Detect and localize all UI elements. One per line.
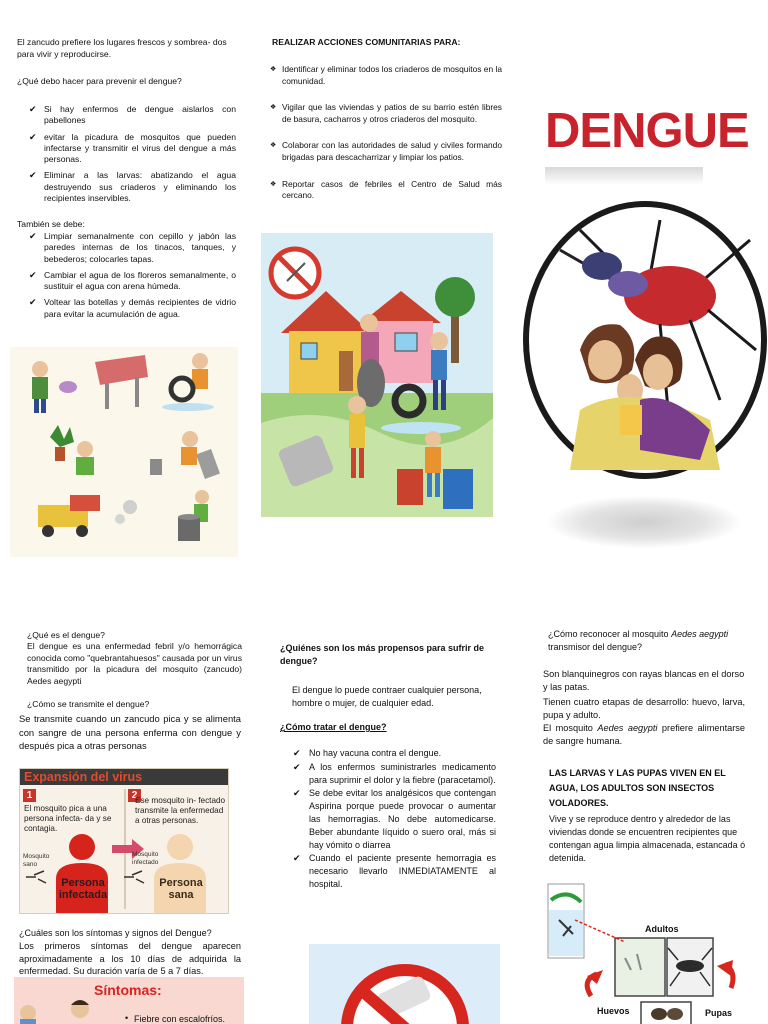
symptoms-title: Síntomas: xyxy=(94,982,162,998)
mosquito-healthy-label: Mosquito sano xyxy=(23,853,50,868)
habitat-text: Vive y se reproduce dentro y alrededor de las viviendas donde se encuentren recipientes que contengan agua limpia almacenada, estancada ó detenida. xyxy=(549,814,746,863)
adults-label: Adultos xyxy=(645,924,679,934)
cleaning-illustration xyxy=(10,347,238,557)
species-name: Aedes aegypti xyxy=(671,629,729,639)
infographic-title-bar xyxy=(20,769,228,785)
community-heading: REALIZAR ACCIONES COMUNITARIAS PARA: xyxy=(272,37,461,47)
community-cleanup-illustration xyxy=(261,233,493,517)
infographic-title: Expansión del virus xyxy=(24,770,143,784)
step1-number: 1 xyxy=(23,789,36,802)
list-item: ✔ evitar la picadura de mosquitos que pueden infectarse y transmitir el virus del dengue a más personas. xyxy=(27,132,236,166)
symptoms-people-icon xyxy=(14,995,104,1024)
healthy-person-label: Persona sana xyxy=(159,877,203,901)
list-item: ❖ Identificar y eliminar todos los criaderos de mosquitos en la comunidad. xyxy=(270,64,502,87)
transmission-answer: Se transmite cuando un zancudo pica y se alimenta con sangre de una persona enferma con dengue y después pica a otras personas xyxy=(19,713,241,752)
title-shadow xyxy=(545,167,703,185)
list-item: ✔ A los enfermos suministrarles medicamento para suprimir el dolor y la fiebre (paracetamol). xyxy=(293,761,496,787)
who-answer: El dengue lo puede contraer cualquier persona, hombre o mujer, de cualquier edad. xyxy=(292,685,482,708)
panel1-intro: El zancudo prefiere los lugares frescos y sombrea- dos para vivir y reproducirse. xyxy=(17,37,227,59)
bullet-icon: • xyxy=(125,1013,129,1023)
list-item: ❖ Reportar casos de febriles el Centro de Salud más cercano. xyxy=(270,179,502,202)
list-item: ✔ Eliminar a las larvas: abatizando el agua destruyendo sus criaderos y eliminando los recipientes inservibles. xyxy=(27,170,236,204)
panel1-question: ¿Qué debo hacer para prevenir el dengue? xyxy=(17,76,182,86)
list-item: ❖ Colaborar con las autoridades de salud y civiles formando brigadas para descacharrizar y limpiar los patios. xyxy=(270,140,502,163)
list-item: ✔ No hay vacuna contra el dengue. xyxy=(293,747,496,760)
feeding-part: El mosquito xyxy=(543,723,598,733)
virus-expansion-infographic xyxy=(19,768,229,914)
recognize-question xyxy=(548,628,748,654)
step1-text: El mosquito pica a una persona infecta- da y se contagia. xyxy=(24,804,112,833)
eggs-label: Huevos xyxy=(597,1006,630,1016)
list-item: ✔ Cuando el paciente presente hemorragia es necesario llevarlo INMEDIATAMENTE al hospital. xyxy=(293,852,496,890)
list-item: ✔ Se debe evitar los analgésicos que contengan Aspirina porque puede provocar o aumentar las hemorragias. No debe automedicarse. Beber abundante líquido o suero oral, más si hay vómito o diarrea xyxy=(293,787,496,851)
recognize-question-part: ¿Cómo reconocer al mosquito xyxy=(548,629,672,639)
lifecycle-diagram xyxy=(545,880,745,1024)
what-is-dengue-question: ¿Qué es el dengue? xyxy=(27,630,105,640)
transmission-question: ¿Cómo se transmite el dengue? xyxy=(27,699,150,709)
what-is-dengue-answer: El dengue es una enfermedad febril y/o hemorrágica conocida como "quebrantahuesos" causada por un virus transmitido por la picadura del mosquito (zancudo) Aedes aegypti xyxy=(27,641,242,686)
infected-person-label: Persona infectada xyxy=(58,877,108,901)
no-aspirin-icon xyxy=(309,944,500,1024)
feeding-part: prefiere alimentarse de sangre humana. xyxy=(543,723,745,746)
symptoms-question: ¿Cuáles son los síntomas y signos del Dengue? xyxy=(19,928,212,938)
species-name: Aedes aegypti xyxy=(597,723,658,733)
list-item: ✔ Limpiar semanalmente con cepillo y jabón las paredes internas de los tinacos, tanques, y bebederos; colocarles tapas. xyxy=(27,231,236,265)
feeding-preference xyxy=(543,722,745,748)
list-item: ✔ Si hay enfermos de dengue aislarlos con pabellones xyxy=(27,104,236,127)
who-question: ¿Quiénes son los más propensos para sufrir de dengue? xyxy=(280,643,485,667)
circle-shadow xyxy=(548,496,740,548)
dengue-title: DENGUE xyxy=(545,104,749,158)
development-stages: Tienen cuatro etapas de desarrollo: huevo, larva, pupa y adulto. xyxy=(543,697,745,720)
symptom-item: Fiebre con escalofríos. xyxy=(134,1014,226,1024)
larvae-notice: LAS LARVAS Y LAS PUPAS VIVEN EN EL AGUA, LOS ADULTOS SON INSECTOS VOLADORES. xyxy=(549,768,726,808)
also-heading: También se debe: xyxy=(17,219,85,229)
prevention-list xyxy=(27,104,236,209)
symptoms-answer: Los primeros síntomas del dengue aparecen aproximadamente a los 10 días de adquirida la enfermedad. Su duración varía de 5 a 7 días. xyxy=(19,941,241,977)
mosquito-infected-label: Mosquito infectado xyxy=(132,851,159,866)
mosquito-family-illustration xyxy=(520,200,768,484)
community-list xyxy=(270,64,502,217)
treatment-question: ¿Cómo tratar el dengue? xyxy=(280,722,387,732)
list-item: ✔ Cambiar el agua de los floreros semanalmente, o sustituir el agua con arena húmeda. xyxy=(27,270,236,293)
also-list xyxy=(27,231,236,325)
mosquito-description: Son blanquinegros con rayas blancas en el dorso y las patas. xyxy=(543,669,745,692)
list-item: ❖ Vigilar que las viviendas y patios de su barrio estén libres de basura, cacharros y otros criaderos del mosquito. xyxy=(270,102,502,125)
list-item: ✔ Voltear las botellas y demás recipientes de vidrio para evitar la acumulación de agua. xyxy=(27,297,236,320)
lifecycle-graphics xyxy=(545,880,745,1024)
treatment-list xyxy=(293,747,496,892)
recognize-question-part: transmisor del dengue? xyxy=(548,642,643,652)
step2-text: Ese mosquito in- fectado transmite la enfermedad a otras personas. xyxy=(135,796,226,825)
symptoms-box xyxy=(14,977,244,1024)
step2-number: 2 xyxy=(128,789,141,802)
pupae-label: Pupas xyxy=(705,1008,733,1018)
